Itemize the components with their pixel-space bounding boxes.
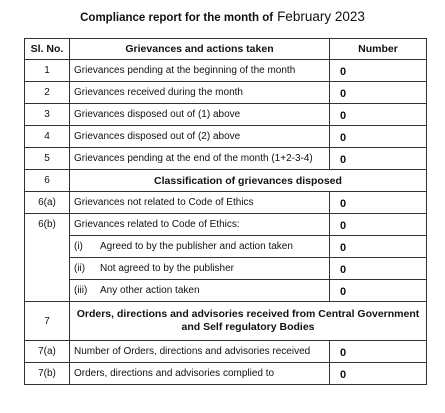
section-6-row [25, 170, 427, 192]
section-7-label: Orders, directions and advisories received from Central Government and Self regulatory Bodies [70, 302, 427, 341]
row-sl: 5 [25, 148, 70, 170]
subrow-number: 0 [330, 236, 427, 258]
row-number: 0 [330, 104, 427, 126]
row-6a-desc: Grievances not related to Code of Ethics [70, 192, 330, 214]
row-7a [25, 341, 427, 363]
row-number: 0 [330, 82, 427, 104]
subrow [25, 280, 427, 302]
row-desc: Grievances disposed out of (2) above [70, 126, 330, 148]
subrow-desc: Any other action taken [100, 285, 200, 296]
row-7b-desc: Orders, directions and advisories complied to [70, 363, 330, 385]
subrow-index: (i) [74, 241, 83, 252]
row-7b-sl: 7(b) [25, 363, 70, 385]
subrow-number: 0 [330, 280, 427, 302]
subrow-index: (iii) [74, 285, 88, 296]
report-title-prefix: Compliance report for the month of [80, 12, 274, 24]
subrow-cell [70, 280, 330, 302]
row-desc: Grievances disposed out of (1) above [70, 104, 330, 126]
row-sl: 3 [25, 104, 70, 126]
report-title [0, 8, 445, 26]
row-desc: Grievances pending at the end of the month (1+2-3-4) [70, 148, 330, 170]
report-title-month: February 2023 [277, 9, 365, 24]
subrow [25, 236, 427, 258]
subrow-desc: Not agreed to by the publisher [100, 263, 234, 274]
row-desc: Grievances pending at the beginning of the month [70, 60, 330, 82]
header-number: Number [330, 39, 427, 60]
subrow-number: 0 [330, 258, 427, 280]
subrow-cell [70, 258, 330, 280]
row-7b-number: 0 [330, 363, 427, 385]
row-number: 0 [330, 148, 427, 170]
row-7a-sl: 7(a) [25, 341, 70, 363]
table-row [25, 82, 427, 104]
row-6a [25, 192, 427, 214]
row-number: 0 [330, 126, 427, 148]
subrow-desc: Agreed to by the publisher and action taken [100, 241, 293, 252]
section-7-row [25, 302, 427, 341]
row-sl: 1 [25, 60, 70, 82]
subrow-index: (ii) [74, 263, 86, 274]
row-sl: 4 [25, 126, 70, 148]
row-6b [25, 214, 427, 236]
subrow-cell [70, 236, 330, 258]
table-row [25, 126, 427, 148]
header-sl-no: Sl. No. [25, 39, 70, 60]
row-number: 0 [330, 60, 427, 82]
section-6-sl: 6 [25, 170, 70, 192]
row-6a-sl: 6(a) [25, 192, 70, 214]
row-7a-number: 0 [330, 341, 427, 363]
table-header-row [25, 39, 427, 60]
row-6b-desc: Grievances related to Code of Ethics: [70, 214, 330, 236]
table-row [25, 104, 427, 126]
row-6b-sl: 6(b) [25, 214, 70, 302]
section-7-sl: 7 [25, 302, 70, 341]
row-desc: Grievances received during the month [70, 82, 330, 104]
header-grievances: Grievances and actions taken [70, 39, 330, 60]
row-7b [25, 363, 427, 385]
row-7a-desc: Number of Orders, directions and advisories received [70, 341, 330, 363]
row-sl: 2 [25, 82, 70, 104]
compliance-table [24, 38, 427, 385]
row-6b-number: 0 [330, 214, 427, 236]
table-row [25, 60, 427, 82]
table-row [25, 148, 427, 170]
row-6a-number: 0 [330, 192, 427, 214]
subrow [25, 258, 427, 280]
section-6-label: Classification of grievances disposed [70, 170, 427, 192]
